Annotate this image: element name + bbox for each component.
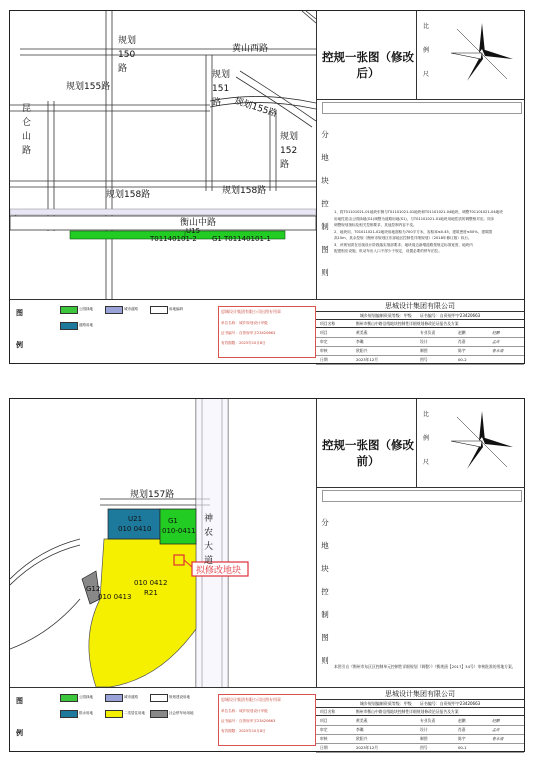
side-char: 控 [321, 587, 329, 596]
road-kunlun-b: 仑 [22, 118, 32, 128]
cert-after: 城乡规划编制资质等级：甲级 证书编号：自资规甲字23420663 [316, 311, 524, 320]
signoff-row: 审定 李璐 设计 肖嘉 孟奇 [316, 337, 524, 347]
side-char: 图 [321, 245, 329, 254]
scale-label-2: 例 [423, 435, 430, 442]
plot-t1: T01140101-1 [224, 235, 271, 243]
sheet-after [9, 10, 525, 364]
road-r152-b: 152 [280, 146, 298, 156]
company-before: 思城设计集团有限公司 [316, 687, 524, 700]
road-shennong-b: 农 [204, 528, 214, 538]
side-char: 块 [321, 176, 329, 185]
title-box-after [316, 11, 416, 100]
road-r150-c: 路 [118, 64, 128, 74]
scale-label-1: 比 [423, 411, 430, 418]
signoff-row: 项目 黄美燕 专业负责 赵鹏 赵鹏 [316, 328, 524, 338]
plot-g12: G12 [86, 585, 101, 593]
note-line: 用地性质由公园绿地(G1)调整为道路用地(S1)，与T01101021-01地块用地性质的调整相对应。同步 [334, 216, 495, 221]
road-huangshan-west: 黄山西路 [232, 44, 269, 54]
title-after: 控规一张图（修改后） [322, 50, 414, 80]
cert-before: 城乡规划编制资质等级：甲级 证书编号：自资规甲字23420663 [316, 699, 524, 708]
signoff-row: 审定 李璐 设计 肖嘉 孟奇 [316, 725, 524, 735]
side-char: 控 [321, 199, 329, 208]
title-box-before [316, 399, 416, 488]
notes-after [334, 209, 520, 255]
legend-title-2: 例 [16, 341, 23, 349]
road-r157: 规划157路 [130, 490, 175, 500]
legend-title-1: 图 [16, 697, 23, 705]
road-r155-right: 规划155路 [233, 96, 279, 120]
scale-label-3: 尺 [423, 71, 430, 78]
signoff-row: 审核 欧阳兴 制图 陈宇 春永清 [316, 734, 524, 744]
map-before [10, 399, 317, 687]
plot-u21-area [108, 509, 160, 539]
signoff-row: 日期 2023年12月 图号 00-2 [316, 355, 524, 365]
road-r155-left: 规划155路 [66, 82, 111, 92]
map-before-drawing [10, 399, 316, 687]
plot-g1: G1 [168, 517, 178, 525]
north-arrow-icon [447, 407, 517, 477]
project-after: 项目名称 衡州市衡山中路沿线地块控制性详细规划修改论证报告及方案 [316, 319, 524, 328]
side-char: 图 [321, 633, 329, 642]
signoff-grid-after [316, 327, 524, 364]
plot-u15: U15 [186, 227, 201, 235]
note-line: 3、该规划须在后续设计阶段落实细部要求；地块周边新增道路按规定标准宽度、地块内 [334, 242, 473, 247]
sheet-before [9, 398, 525, 752]
footer-before [10, 687, 524, 751]
scale-label-1: 比 [423, 23, 430, 30]
legend-title-1: 图 [16, 309, 23, 317]
side-char: 则 [321, 656, 329, 665]
title-before: 控规一张图（修改前） [322, 438, 414, 468]
side-char: 分 [321, 518, 329, 527]
legend-title-2: 例 [16, 729, 23, 737]
road-kunlun-c: 山 [22, 132, 32, 142]
plot-r21-area [89, 539, 196, 687]
plot-t2: T01140101-2 [150, 235, 197, 243]
signoff-row: 审核 欧阳兴 制图 陈宇 春永清 [316, 346, 524, 356]
road-r151-a: 规划 [212, 70, 231, 80]
project-before: 项目名称 衡州市衡山中路沿线地块控制性详细规划修改论证报告及方案 [316, 707, 524, 716]
side-char: 地 [321, 153, 329, 162]
plot-r21: R21 [144, 589, 158, 597]
road-kunlun-d: 路 [22, 146, 32, 156]
scale-label-2: 例 [423, 47, 430, 54]
design-stamp-before: 思城设计集团有限公司出图专用章 单位名称：城乡规划设计甲级 证书编号：自资规甲字23420663 有效期限：2025年10月8日 [218, 694, 316, 746]
scale-box-before [416, 399, 525, 488]
map-after-drawing [10, 11, 316, 299]
signoff-row: 日期 2023年12月 图号 00-1 [316, 743, 524, 753]
note-before: 本图引自《衡州市东区区控制单元控制性详细规划（调整）》（衡规函【2017】34号）审核批准的用地方案。 [334, 664, 516, 669]
design-stamp-after: 思城设计集团有限公司出图专用章 单位名称：城乡规划设计甲级 证书编号：自资规甲字23420663 有效期限：2025年10月8日 [218, 306, 316, 358]
footer-after [10, 299, 524, 363]
side-char: 则 [321, 268, 329, 277]
side-title-before [320, 511, 330, 672]
road-r151-c: 路 [212, 98, 222, 108]
plot-g1-code: 010-0411 [162, 527, 196, 535]
note-line: 2、地块用，T01011021-02地块用地面积为700平方米，容积率≤0.45，建筑密度≤50%，建筑限 [334, 229, 493, 234]
road-shennong-a: 神 [204, 514, 214, 524]
plot-u21-code: 010 0410 [118, 525, 152, 533]
scale-label-3: 尺 [423, 459, 430, 466]
side-title-after [320, 123, 330, 284]
plot-r21-code: 010 0412 [134, 579, 168, 587]
scale-box-after [416, 11, 525, 100]
road-lines-after [10, 11, 316, 299]
signoff-grid-before [316, 715, 524, 752]
road-r150-b: 150 [118, 50, 136, 60]
side-char: 地 [321, 541, 329, 550]
legend-before: 图 例 公园绿地 城市道路 规划建设用地 排水用地 二类居住用地 社会停车场用地 思城设计集团有限公司出图专用章 单位名称：城乡规划设计甲级 证书编号：自资规甲字23420663 有效期限：2025年10月8日 [10, 687, 316, 752]
legend-after: 图 例 公园绿地 城市道路 用地编码 道路用地 思城设计集团有限公司出图专用章 单位名称：城乡规划设计甲级 证书编号：自资规甲字23420663 有效期限：2025年10月8日 [10, 299, 316, 364]
side-char: 制 [321, 610, 329, 619]
road-r150-a: 规划 [118, 36, 137, 46]
road-r152-a: 规划 [280, 132, 299, 142]
change-table-before [322, 490, 522, 502]
road-kunlun-a: 昆 [22, 104, 32, 114]
north-arrow-icon [447, 19, 517, 89]
side-char: 分 [321, 130, 329, 139]
road-r151-b: 151 [212, 84, 230, 94]
signoff-row: 项目 黄美燕 专业负责 赵鹏 赵鹏 [316, 716, 524, 726]
road-hengshan: 衡山中路 [180, 218, 217, 228]
road-shennong-d: 道 [204, 556, 214, 566]
side-char: 块 [321, 564, 329, 573]
company-after: 思城设计集团有限公司 [316, 299, 524, 312]
note-line: 调整规划指标及相关控制要求，其他控制内容不变。 [334, 223, 417, 227]
map-after [10, 11, 317, 299]
side-char: 制 [321, 222, 329, 231]
change-table-after [322, 102, 522, 114]
road-r152-c: 路 [280, 160, 290, 170]
note-line: 高15m，其余控规《衡州市规划区东部地区控制性详细规划》（2018年修订版）执行。 [334, 236, 472, 240]
hengshan-road-band [10, 216, 316, 230]
plot-g12-code: 010 0413 [98, 593, 132, 601]
note-line: 配建相应设施，机动车出入口不得少于规定，设置必要的停车泊位。 [334, 249, 442, 253]
road-r158-left: 规划158路 [106, 190, 151, 200]
note-line: 1、将T01101021-01地块东侧与T01101021-01地块和T01101021-04地块，调整T01101021-04地块 [334, 210, 503, 214]
plot-u21: U21 [128, 515, 143, 523]
road-shennong-c: 大 [204, 542, 214, 552]
callout-text: 拟修改地块 [196, 566, 242, 576]
road-r158-right: 规划158路 [222, 186, 267, 196]
plot-g1: G1 [212, 235, 222, 243]
